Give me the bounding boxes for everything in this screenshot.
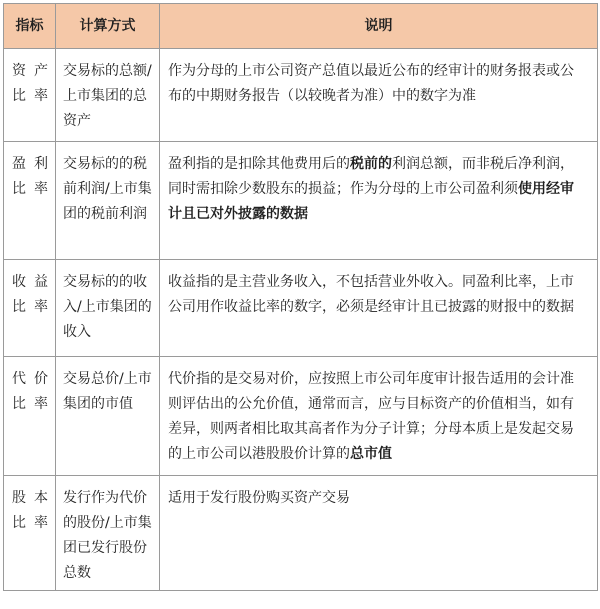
description-cell: 收益指的是主营业务收入，不包括营业外收入。同盈利比率，上市公司用作收益比率的数字，必须是经审计且已披露的财报中的数据 [160, 260, 598, 357]
method-cell: 发行作为代价的股份/上市集团已发行股份总数 [56, 476, 160, 591]
table-row [4, 142, 598, 260]
table-header-row [4, 4, 598, 49]
description-cell: 作为分母的上市公司资产总值以最近公布的经审计的财务报表或公布的中期财务报告（以较晚者为准）中的数字为准 [160, 49, 598, 142]
header-indicator: 指标 [4, 4, 56, 49]
bold-text: 使用经审计且已对外披露的数据 [168, 181, 574, 222]
method-cell: 交易标的总额/上市集团的总资产 [56, 49, 160, 142]
table-row [4, 476, 598, 591]
description-cell: 代价指的是交易对价，应按照上市公司年度审计报告适用的会计准则评估出的公允价值，通常而言，应与目标资产的价值相当，如有差异，则两者相比取其高者作为分子计算；分母本质上是发起交易的上市公司以港股股价计算的总市值 [160, 357, 598, 476]
indicator-table [3, 3, 598, 591]
header-description: 说明 [160, 4, 598, 49]
description-cell: 盈利指的是扣除其他费用后的税前的利润总额，而非税后净利润，同时需扣除少数股东的损益；作为分母的上市公司盈利须使用经审计且已对外披露的数据 [160, 142, 598, 260]
indicator-cell: 收益 比率 [4, 260, 56, 357]
indicator-cell: 盈利 比率 [4, 142, 56, 260]
table-row [4, 260, 598, 357]
bold-text: 总市值 [350, 446, 392, 462]
method-cell: 交易标的的收入/上市集团的收入 [56, 260, 160, 357]
indicator-cell: 代价 比率 [4, 357, 56, 476]
indicator-cell: 股本 比率 [4, 476, 56, 591]
header-method: 计算方式 [56, 4, 160, 49]
bold-text: 税前的 [350, 156, 392, 172]
table-row [4, 49, 598, 142]
method-cell: 交易总价/上市集团的市值 [56, 357, 160, 476]
description-cell: 适用于发行股份购买资产交易 [160, 476, 598, 591]
table-row [4, 357, 598, 476]
method-cell: 交易标的的税前利润/上市集团的税前利润 [56, 142, 160, 260]
indicator-cell: 资产 比率 [4, 49, 56, 142]
